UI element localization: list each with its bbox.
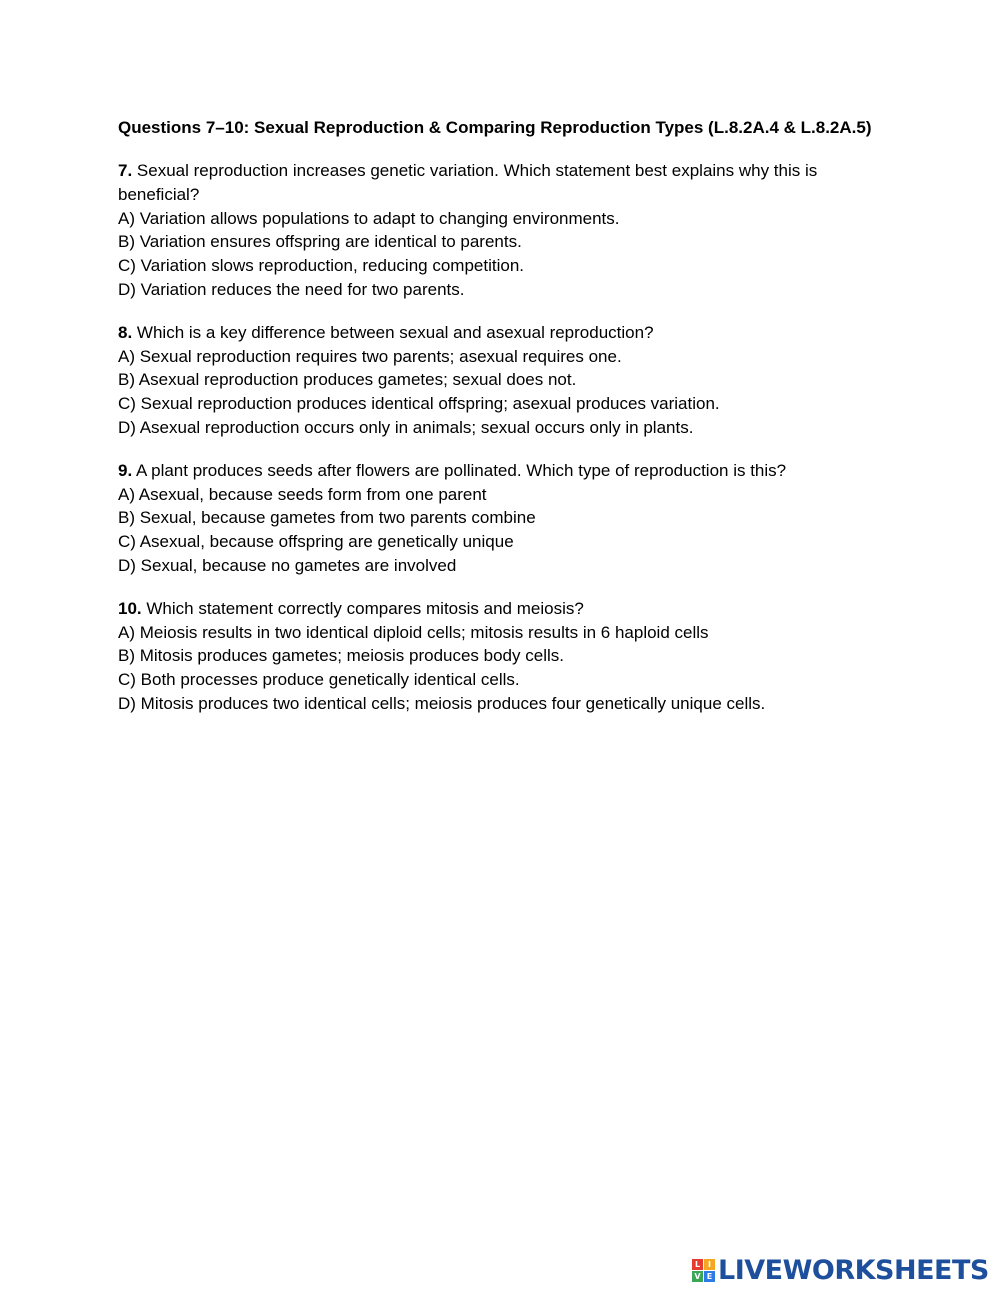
question-text: A plant produces seeds after flowers are pollinated. Which type of reproduction is this? bbox=[135, 460, 787, 480]
liveworksheets-logo bbox=[692, 1255, 989, 1285]
logo-mark-icon bbox=[692, 1259, 715, 1282]
question-stem bbox=[118, 459, 878, 483]
logo-mark-letter: V bbox=[692, 1271, 703, 1282]
question-number: 8. bbox=[118, 322, 133, 342]
logo-mark-letter: I bbox=[704, 1259, 715, 1270]
answer-option-c[interactable]: C) Sexual reproduction produces identical offspring; asexual produces variation. bbox=[118, 394, 720, 414]
question-10 bbox=[118, 597, 878, 716]
answer-option-a[interactable]: A) Sexual reproduction requires two parents; asexual requires one. bbox=[118, 346, 622, 366]
question-9 bbox=[118, 459, 878, 578]
question-number: 9. bbox=[118, 460, 133, 480]
answer-option-b[interactable]: B) Asexual reproduction produces gametes; sexual does not. bbox=[118, 370, 577, 390]
question-text: Sexual reproduction increases genetic variation. Which statement best explains why this is beneficial? bbox=[118, 161, 818, 204]
question-number: 7. bbox=[118, 161, 133, 180]
answer-option-d[interactable]: D) Sexual, because no gametes are involved bbox=[118, 555, 457, 575]
question-7 bbox=[118, 159, 878, 302]
answer-option-b[interactable]: B) Sexual, because gametes from two parents combine bbox=[118, 508, 536, 528]
answer-option-c[interactable]: C) Asexual, because offspring are genetically unique bbox=[118, 532, 514, 552]
question-text: Which statement correctly compares mitosis and meiosis? bbox=[146, 598, 584, 618]
question-stem bbox=[118, 159, 878, 207]
question-number: 10. bbox=[118, 598, 142, 618]
answer-option-a[interactable]: A) Variation allows populations to adapt to changing environments. bbox=[118, 208, 620, 228]
worksheet-page bbox=[118, 116, 878, 735]
question-stem bbox=[118, 597, 878, 621]
logo-text: LIVEWORKSHEETS bbox=[718, 1254, 989, 1286]
question-stem bbox=[118, 321, 878, 345]
question-8 bbox=[118, 321, 878, 440]
answer-option-d[interactable]: D) Mitosis produces two identical cells; meiosis produces four genetically unique cells. bbox=[118, 693, 766, 713]
answer-option-c[interactable]: C) Both processes produce genetically identical cells. bbox=[118, 670, 520, 690]
answer-option-d[interactable]: D) Variation reduces the need for two parents. bbox=[118, 279, 465, 299]
answer-option-b[interactable]: B) Variation ensures offspring are identical to parents. bbox=[118, 232, 522, 252]
answer-option-b[interactable]: B) Mitosis produces gametes; meiosis produces body cells. bbox=[118, 646, 564, 666]
answer-option-a[interactable]: A) Asexual, because seeds form from one parent bbox=[118, 484, 487, 504]
section-heading: Questions 7–10: Sexual Reproduction & Comparing Reproduction Types (L.8.2A.4 & L.8.2A.5) bbox=[118, 118, 872, 137]
answer-option-c[interactable]: C) Variation slows reproduction, reducing competition. bbox=[118, 256, 524, 276]
logo-mark-letter: L bbox=[692, 1259, 703, 1270]
question-text: Which is a key difference between sexual and asexual reproduction? bbox=[136, 322, 654, 342]
answer-option-a[interactable]: A) Meiosis results in two identical diploid cells; mitosis results in 6 haploid cells bbox=[118, 622, 709, 642]
answer-option-d[interactable]: D) Asexual reproduction occurs only in animals; sexual occurs only in plants. bbox=[118, 417, 694, 437]
logo-mark-letter: E bbox=[704, 1271, 715, 1282]
